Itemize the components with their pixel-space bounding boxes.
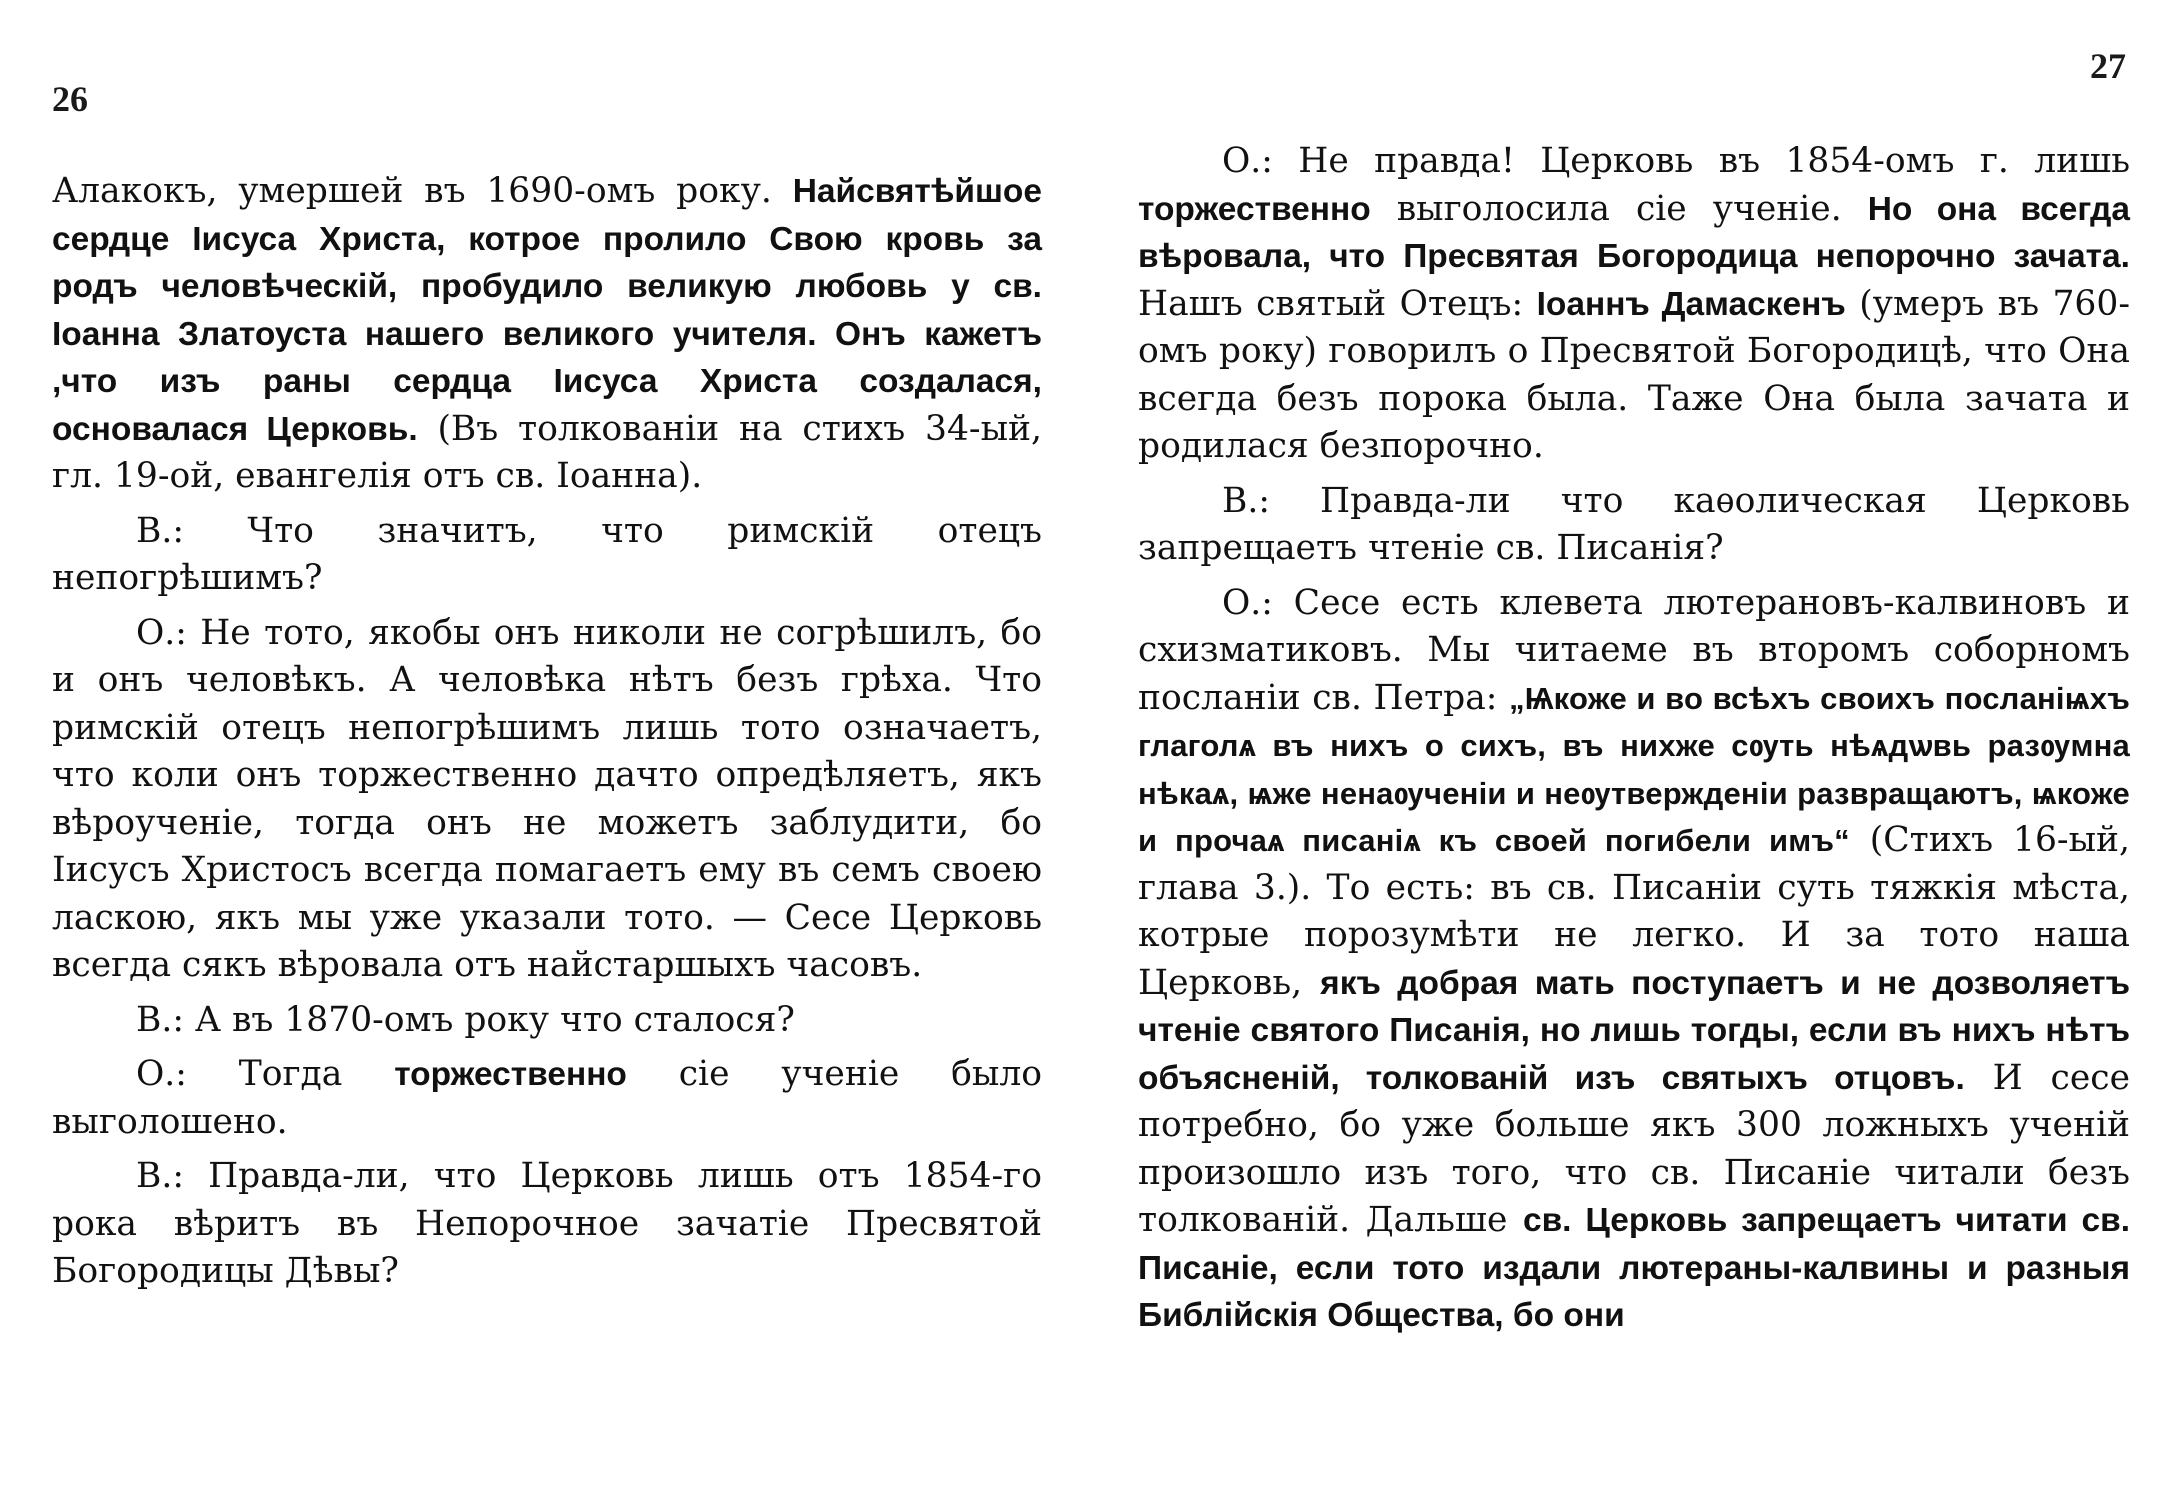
- text-span: выголосила сіе ученіе.: [1370, 188, 1868, 229]
- page-text: [1138, 138, 2130, 1347]
- question-paragraph: В.: Что значитъ, что римскій отецъ непогрѣшимъ?: [52, 510, 1042, 598]
- text-span: И сесе потребно, бо уже больше якъ 300 ложныхъ ученій произошло изъ того, что св. Писаніе читали безъ толкованій. Дальше: [1138, 1057, 2130, 1240]
- text-span: О.: Не правда! Церковь въ 1854-омъ г. лишь: [1222, 141, 2130, 181]
- question-paragraph: В.: Правда-ли что каѳолическая Церковь запрещаетъ чтеніе св. Писанія?: [1138, 480, 2130, 568]
- question-paragraph: В.: А въ 1870-омъ року что сталося?: [136, 999, 795, 1040]
- page-number: 27: [2090, 46, 2126, 86]
- bold-text-span: торжественно: [394, 1056, 627, 1093]
- bold-text-span: Іоаннъ Дамаскенъ: [1536, 285, 1846, 323]
- bold-text-span: торжественно: [1138, 190, 1371, 228]
- church-slavonic-quote: „Ѩкоже и во всѣхъ своихъ посланіѩхъ глаголѧ въ нихъ о сихъ, въ нихже сѹть нѣѧдѡвь разѹмна нѣкаѧ, ѩже ненаѹченіи и неѹтвержденіи развращаютъ, ѩкоже и прочаѧ писаніѧ къ своей погибели имъ“: [1138, 680, 2130, 858]
- bold-text-span: Но она всегда вѣровала, что Пресвятая Богородица непорочно зачата.: [1138, 190, 2130, 275]
- text-span: О.: Тогда: [136, 1054, 395, 1094]
- page-text: [52, 168, 1042, 1303]
- answer-paragraph: О.: Не тото, якобы онъ николи не согрѣшилъ, бо и онъ человѣкъ. А человѣка нѣтъ безъ грѣха. Что римскій отецъ непогрѣшимъ лишь тото означаетъ, что коли онъ торжественно дачто опредѣляетъ, якъ вѣроученіе, тогда онъ не можетъ заблудити, бо Іисусъ Христосъ всегда помагаетъ ему въ семъ своею ласкою, якъ мы уже указали тото. — Сесе Церковь всегда сякъ вѣровала отъ найстаршыхъ часовъ.: [52, 612, 1042, 985]
- text-span: Нашъ святый Отецъ:: [1138, 283, 1537, 324]
- answer-paragraph: [1138, 580, 2130, 1340]
- question-paragraph: В.: Правда-ли, что Церковь лишь отъ 1854-го рока вѣритъ въ Непорочное зачатіе Пресвятой Богородицы Дѣвы?: [52, 1156, 1042, 1291]
- paragraph: [52, 168, 1042, 501]
- bold-text-span: якъ добрая мать поступаетъ и не дозволяетъ чтеніе святого Писанія, но лишь тогды, если въ нихъ нѣтъ объясненій, толкованій изъ святыхъ отцовъ.: [1138, 964, 2130, 1097]
- text-span: (Стихъ 16-ый, глава 3.). То есть: въ св. Писаніи суть тяжкія мѣста, котрые порозумѣти не легко. И за тото наша Церковь,: [1138, 820, 2130, 1003]
- bold-text-span: Найсвятѣйшое сердце Іисуса Христа, котрое пролило Свою кровь за родъ человѣческій, пробудило великую любовь у св. Іоанна Златоуста нашего великого учителя. Онъ кажетъ ,что изъ раны сердца Іисуса Христа создалася, основалася Церковь.: [52, 173, 1042, 448]
- text-span: Алакокъ, умершей въ 1690-омъ року.: [52, 171, 793, 211]
- answer-paragraph: [1138, 138, 2130, 471]
- answer-paragraph: [52, 1051, 1042, 1146]
- text-span: (Въ толкованіи на стихъ 34-ый, гл. 19-ой, евангелія отъ св. Іоанна).: [52, 408, 1042, 496]
- page-number: 26: [52, 79, 88, 119]
- bold-text-span: св. Церковь запрещаетъ читати св. Писаніе, если тото издали лютераны-калвины и разныя Библійскія Общества, бо они: [1138, 1202, 2131, 1334]
- text-span: (умеръ въ 760-омъ року) говорилъ о Пресвятой Богородицѣ, что Она всегда безъ порока была. Таже Она была зачата и родилася безпорочно.: [1138, 283, 2130, 466]
- text-span: О.: Сесе есть клевета лютерановъ-калвиновъ и схизматиковъ. Мы читаеме въ второмъ соборномъ посланіи св. Петра:: [1138, 582, 2130, 718]
- text-span: сіе ученіе было выголошено.: [52, 1054, 1042, 1142]
